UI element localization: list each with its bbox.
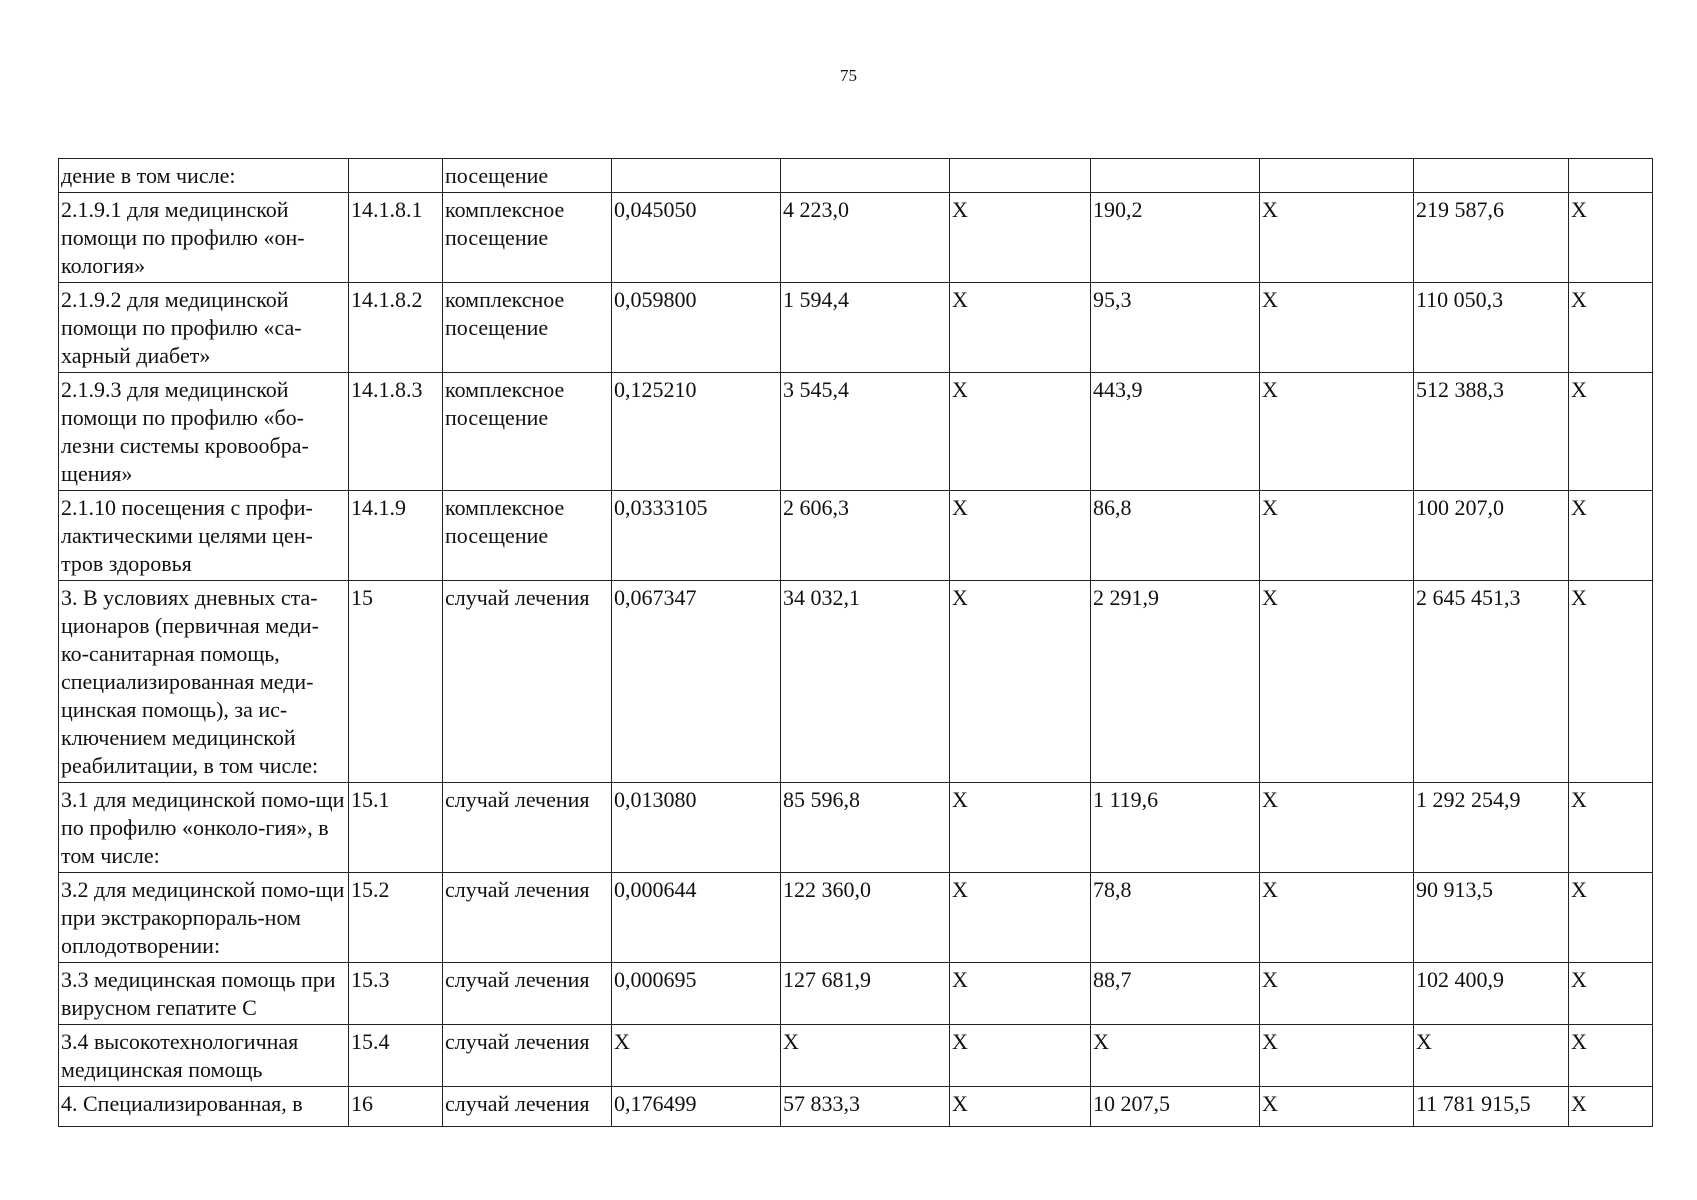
cell-unit: случай лечения (443, 873, 612, 963)
table-row (59, 581, 1653, 783)
cell-total: 110 050,3 (1414, 283, 1569, 373)
cell-col-x1: X (950, 373, 1091, 491)
cell-volume: 0,000644 (612, 873, 781, 963)
cell-col-x2: X (1260, 873, 1414, 963)
cell-cost: 1 594,4 (781, 283, 950, 373)
cell-col-x3: X (1569, 283, 1653, 373)
cell-code: 14.1.8.2 (349, 283, 443, 373)
cell-total (1414, 159, 1569, 193)
cell-unit: посещение (443, 159, 612, 193)
cell-amount (1091, 159, 1260, 193)
cell-cost: 3 545,4 (781, 373, 950, 491)
cell-description: 3.3 медицинская помощь при вирусном гепатите С (59, 963, 349, 1025)
cell-col-x2: X (1260, 373, 1414, 491)
cell-cost (781, 159, 950, 193)
cell-description: 4. Специализированная, в (59, 1087, 349, 1127)
cell-cost: X (781, 1025, 950, 1087)
cell-code: 16 (349, 1087, 443, 1127)
cell-col-x2: X (1260, 283, 1414, 373)
cell-col-x3: X (1569, 1025, 1653, 1087)
cell-cost: 2 606,3 (781, 491, 950, 581)
cell-description: дение в том числе: (59, 159, 349, 193)
cell-volume: 0,067347 (612, 581, 781, 783)
cell-amount: 95,3 (1091, 283, 1260, 373)
page-number: 75 (840, 66, 857, 85)
cell-col-x1: X (950, 491, 1091, 581)
cell-volume: 0,000695 (612, 963, 781, 1025)
cell-description: 3.1 для медицинской помо-щи по профилю «онколо-гия», в том числе: (59, 783, 349, 873)
cell-code: 15.2 (349, 873, 443, 963)
cell-cost: 4 223,0 (781, 193, 950, 283)
cell-amount: 78,8 (1091, 873, 1260, 963)
cell-amount: 2 291,9 (1091, 581, 1260, 783)
cell-description: 2.1.9.1 для медицинской помощи по профилю «он-кология» (59, 193, 349, 283)
cell-col-x1: X (950, 283, 1091, 373)
cell-amount: 1 119,6 (1091, 783, 1260, 873)
table-row (59, 783, 1653, 873)
cell-col-x3: X (1569, 373, 1653, 491)
cell-col-x3: X (1569, 193, 1653, 283)
cell-cost: 34 032,1 (781, 581, 950, 783)
table-row (59, 1087, 1653, 1127)
cell-unit: комплексное посещение (443, 491, 612, 581)
cell-volume: 0,125210 (612, 373, 781, 491)
cell-code: 15.1 (349, 783, 443, 873)
cell-unit: случай лечения (443, 783, 612, 873)
cell-col-x1: X (950, 193, 1091, 283)
cell-code: 15 (349, 581, 443, 783)
cell-volume: 0,0333105 (612, 491, 781, 581)
cell-col-x1: X (950, 783, 1091, 873)
cell-code: 14.1.8.3 (349, 373, 443, 491)
cell-total: 512 388,3 (1414, 373, 1569, 491)
cell-description: 3.4 высокотехнологичная медицинская помощь (59, 1025, 349, 1087)
cell-unit: случай лечения (443, 1087, 612, 1127)
cell-code (349, 159, 443, 193)
cell-col-x2: X (1260, 491, 1414, 581)
cell-col-x3: X (1569, 963, 1653, 1025)
cell-code: 15.4 (349, 1025, 443, 1087)
table-row (59, 963, 1653, 1025)
cell-volume (612, 159, 781, 193)
cell-col-x2: X (1260, 581, 1414, 783)
cell-col-x3: X (1569, 1087, 1653, 1127)
cell-volume: 0,045050 (612, 193, 781, 283)
cell-col-x3: X (1569, 873, 1653, 963)
cell-total: X (1414, 1025, 1569, 1087)
cell-col-x1: X (950, 963, 1091, 1025)
cell-amount: 10 207,5 (1091, 1087, 1260, 1127)
table-row (59, 373, 1653, 491)
cell-code: 14.1.8.1 (349, 193, 443, 283)
cell-cost: 85 596,8 (781, 783, 950, 873)
cell-cost: 127 681,9 (781, 963, 950, 1025)
cell-volume: 0,176499 (612, 1087, 781, 1127)
cell-description: 3.2 для медицинской помо-щи при экстракорпораль-ном оплодотворении: (59, 873, 349, 963)
table-row (59, 283, 1653, 373)
cell-unit: случай лечения (443, 963, 612, 1025)
cell-unit: комплексное посещение (443, 283, 612, 373)
cell-amount: 443,9 (1091, 373, 1260, 491)
cell-total: 90 913,5 (1414, 873, 1569, 963)
cell-cost: 57 833,3 (781, 1087, 950, 1127)
cell-volume: X (612, 1025, 781, 1087)
cell-total: 102 400,9 (1414, 963, 1569, 1025)
cell-col-x2 (1260, 159, 1414, 193)
cell-col-x1 (950, 159, 1091, 193)
cell-total: 219 587,6 (1414, 193, 1569, 283)
cell-col-x1: X (950, 1087, 1091, 1127)
cell-col-x3 (1569, 159, 1653, 193)
cell-col-x1: X (950, 873, 1091, 963)
tariff-table (58, 158, 1653, 1127)
table-row (59, 193, 1653, 283)
cell-code: 14.1.9 (349, 491, 443, 581)
cell-col-x2: X (1260, 963, 1414, 1025)
cell-volume: 0,013080 (612, 783, 781, 873)
cell-col-x3: X (1569, 491, 1653, 581)
cell-unit: случай лечения (443, 1025, 612, 1087)
cell-amount: 86,8 (1091, 491, 1260, 581)
cell-cost: 122 360,0 (781, 873, 950, 963)
cell-col-x2: X (1260, 1087, 1414, 1127)
cell-total: 2 645 451,3 (1414, 581, 1569, 783)
cell-total: 100 207,0 (1414, 491, 1569, 581)
cell-description: 2.1.9.2 для медицинской помощи по профилю «са-харный диабет» (59, 283, 349, 373)
cell-total: 11 781 915,5 (1414, 1087, 1569, 1127)
cell-col-x2: X (1260, 1025, 1414, 1087)
cell-code: 15.3 (349, 963, 443, 1025)
cell-description: 2.1.9.3 для медицинской помощи по профилю «бо-лезни системы кровообра-щения» (59, 373, 349, 491)
cell-amount: X (1091, 1025, 1260, 1087)
cell-col-x2: X (1260, 193, 1414, 283)
cell-amount: 88,7 (1091, 963, 1260, 1025)
cell-col-x1: X (950, 1025, 1091, 1087)
cell-unit: комплексное посещение (443, 373, 612, 491)
cell-volume: 0,059800 (612, 283, 781, 373)
cell-col-x1: X (950, 581, 1091, 783)
cell-amount: 190,2 (1091, 193, 1260, 283)
cell-col-x3: X (1569, 581, 1653, 783)
table-row (59, 159, 1653, 193)
cell-col-x2: X (1260, 783, 1414, 873)
cell-col-x3: X (1569, 783, 1653, 873)
cell-unit: случай лечения (443, 581, 612, 783)
table-row (59, 1025, 1653, 1087)
cell-description: 2.1.10 посещения с профи-лактическими целями цен-тров здоровья (59, 491, 349, 581)
cell-total: 1 292 254,9 (1414, 783, 1569, 873)
table-row (59, 491, 1653, 581)
table-row (59, 873, 1653, 963)
cell-unit: комплексное посещение (443, 193, 612, 283)
cell-description: 3. В условиях дневных ста-ционаров (первичная меди-ко-санитарная помощь, специализированная меди-цинская помощь), за ис-ключением медицинской реабилитации, в том числе: (59, 581, 349, 783)
